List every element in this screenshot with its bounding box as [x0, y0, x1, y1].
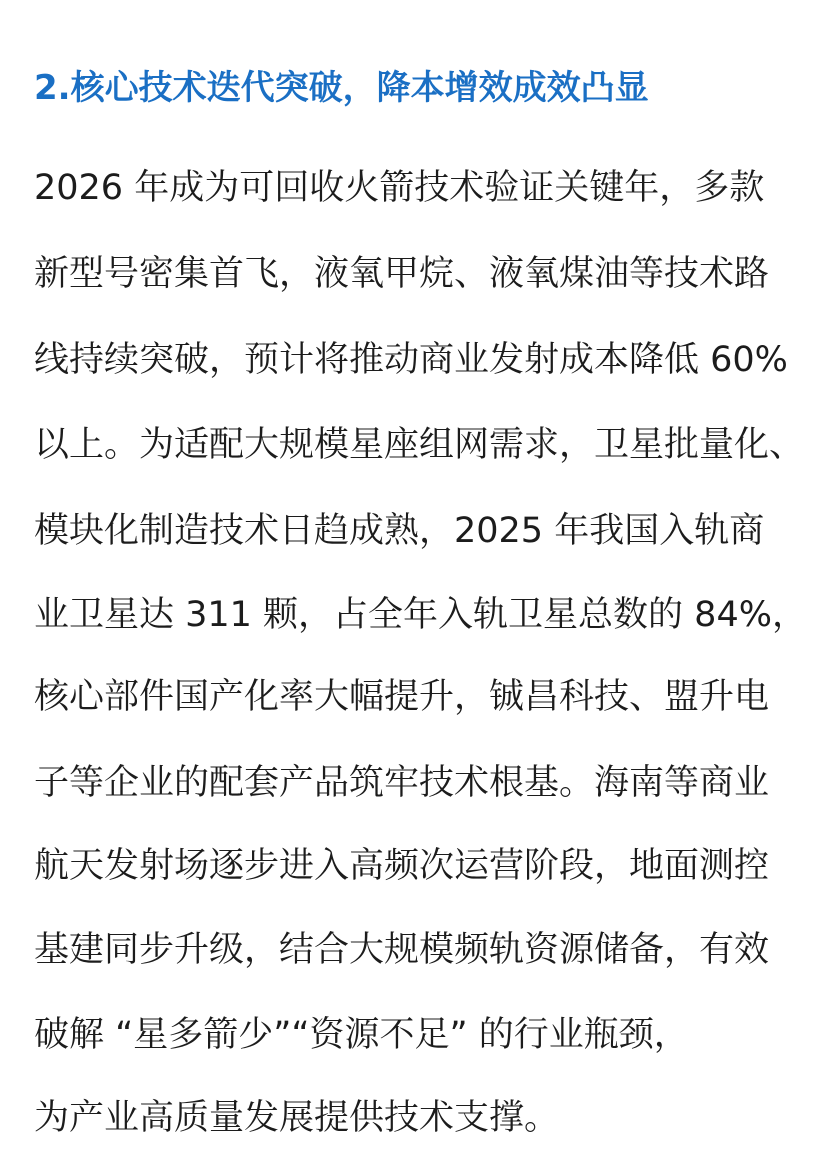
paragraph-line: 基建同步升级，结合大规模频轨资源储备，有效 — [34, 930, 770, 970]
paragraph-line: 航天发射场逐步进入高频次运营阶段，地面测控 — [34, 846, 770, 886]
paragraph-line: 以上。为适配大规模星座组网需求，卫星批量化、 — [34, 425, 805, 465]
paragraph-line: 新型号密集首飞，液氧甲烷、液氧煤油等技术路 — [34, 254, 770, 294]
paragraph-line: 子等企业的配套产品筑牢技术根基。海南等商业 — [34, 763, 770, 803]
paragraph-line: 模块化制造技术日趋成熟，2025 年我国入轨商 — [34, 511, 765, 551]
paragraph-line: 核心部件国产化率大幅提升，铖昌科技、盟升电 — [34, 677, 770, 717]
paragraph-line: 线持续突破，预计将推动商业发射成本降低 60% — [34, 340, 788, 380]
section-heading: 2.核心技术迭代突破，降本增效成效凸显 — [34, 68, 649, 108]
paragraph-line: 为产业高质量发展提供技术支撑。 — [34, 1098, 560, 1138]
paragraph-line: 破解 “星多箭少”“资源不足” 的行业瓶颈， — [34, 1015, 689, 1055]
paragraph-line: 2026 年成为可回收火箭技术验证关键年，多款 — [34, 168, 765, 208]
paragraph-line: 业卫星达 311 颗，占全年入轨卫星总数的 84%， — [34, 595, 807, 635]
